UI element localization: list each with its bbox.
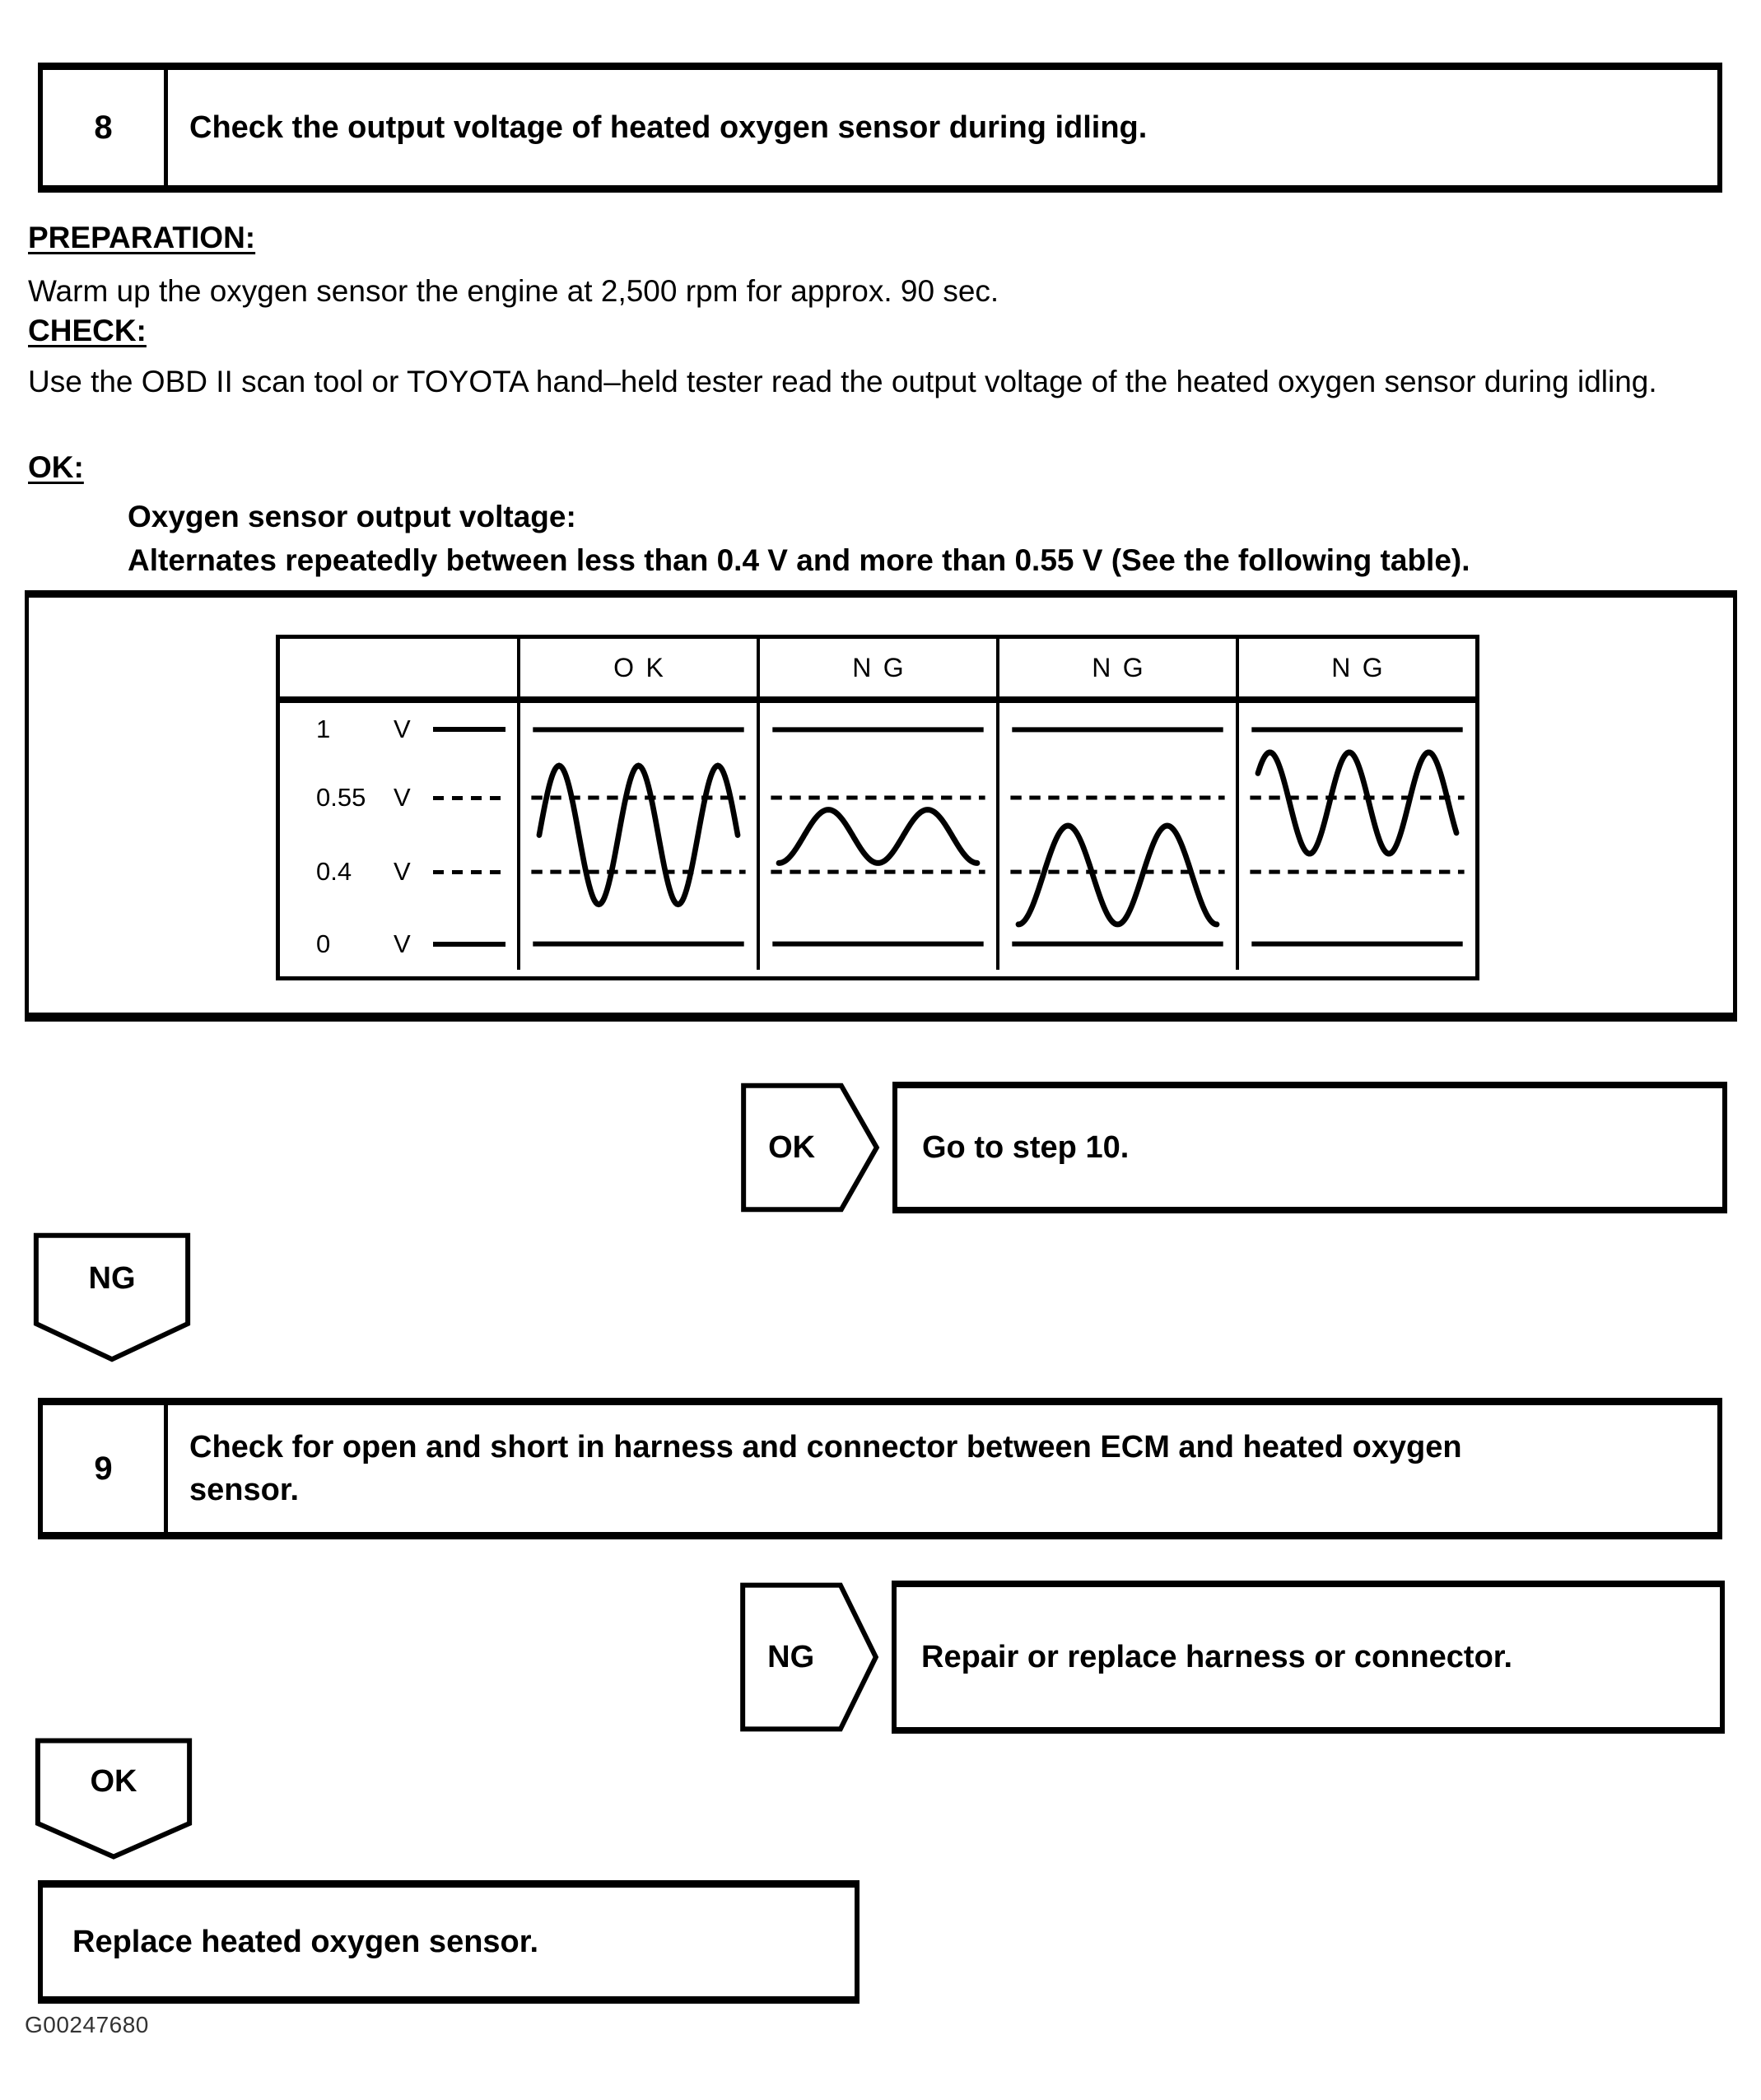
ok-spec-detail: Alternates repeatedly between less than 0.4 V and more than 0.55 V (See the following table). — [128, 543, 1470, 577]
step-8-title-text: Check the output voltage of heated oxygen sensor during idling. — [189, 109, 1148, 145]
voltage-unit: V — [394, 929, 411, 958]
ok-action-box — [892, 1082, 1727, 1213]
voltage-value: 1 — [316, 715, 331, 744]
waveform-plot — [1239, 703, 1475, 970]
ng-connector-label: NG — [767, 1639, 815, 1674]
level-line-sample — [433, 942, 505, 947]
waveform-result-header: NG — [1236, 639, 1475, 696]
ng-action-text: Repair or replace harness or connector. — [921, 1639, 1513, 1674]
waveform-cell-ok-0 — [517, 703, 757, 970]
voltage-unit: V — [394, 857, 411, 887]
step-8-number: 8 — [43, 70, 168, 185]
voltage-level-label — [280, 782, 505, 813]
ng-action-box — [892, 1581, 1725, 1734]
ok-spec-title: Oxygen sensor output voltage: — [128, 500, 576, 533]
ok-continue-label: OK — [90, 1763, 137, 1799]
preparation-text: Warm up the oxygen sensor the engine at 2,500 rpm for approx. 90 sec. — [28, 274, 999, 308]
oxygen-sensor-waveform — [779, 810, 977, 864]
level-line-sample — [433, 796, 505, 800]
oxygen-sensor-waveform — [1018, 826, 1217, 924]
ok-connector-right — [739, 1082, 881, 1213]
voltage-level-label — [280, 714, 505, 745]
waveform-table-body-row — [280, 703, 1475, 970]
ok-heading: OK: — [28, 450, 84, 484]
ng-connector-right — [738, 1581, 880, 1734]
waveform-figure-frame — [25, 590, 1737, 1022]
oxygen-sensor-waveform — [1258, 752, 1456, 854]
waveform-table-header-row — [280, 639, 1475, 703]
waveform-cell-ng-1 — [757, 703, 996, 970]
voltage-scale-column — [280, 703, 517, 970]
voltage-value: 0 — [316, 929, 331, 958]
oxygen-sensor-waveform — [539, 766, 738, 905]
waveform-plot — [760, 703, 996, 970]
step-8-title — [168, 70, 1147, 185]
preparation-heading: PREPARATION: — [28, 221, 256, 254]
step-9-box — [38, 1398, 1722, 1539]
step-9-title — [168, 1405, 1482, 1532]
check-heading: CHECK: — [28, 314, 147, 347]
voltage-level-label — [280, 929, 505, 960]
waveform-table — [276, 635, 1479, 980]
ok-action-text: Go to step 10. — [922, 1129, 1130, 1165]
step-8-box — [38, 63, 1722, 193]
waveform-result-header: OK — [517, 639, 757, 696]
ok-continue-pointer — [33, 1737, 194, 1860]
voltage-value: 0.4 — [316, 857, 352, 887]
ng-continue-pointer — [31, 1232, 193, 1363]
voltage-unit: V — [394, 783, 411, 813]
check-text: Use the OBD II scan tool or TOYOTA hand–held tester read the output voltage of the heated oxygen sensor during idling. — [28, 365, 1657, 398]
waveform-plot — [520, 703, 757, 970]
step-9-number: 9 — [43, 1405, 168, 1532]
ng-continue-label: NG — [88, 1261, 136, 1297]
waveform-plot — [999, 703, 1236, 970]
waveform-cell-ng-2 — [996, 703, 1236, 970]
ok-connector-label: OK — [768, 1129, 816, 1165]
step-9-title-text: Check for open and short in harness and connector between ECM and heated oxygen sensor. — [189, 1429, 1462, 1507]
waveform-cell-ng-3 — [1236, 703, 1475, 970]
voltage-level-label — [280, 856, 505, 887]
final-action-box — [38, 1880, 860, 2004]
waveform-result-header: NG — [996, 639, 1236, 696]
voltage-value: 0.55 — [316, 783, 366, 813]
voltage-unit: V — [394, 715, 411, 744]
level-line-sample — [433, 870, 505, 874]
final-action-text: Replace heated oxygen sensor. — [72, 1924, 539, 1959]
waveform-table-corner — [280, 639, 517, 696]
level-line-sample — [433, 727, 505, 732]
figure-code: G00247680 — [25, 2012, 149, 2037]
waveform-result-header: NG — [757, 639, 996, 696]
